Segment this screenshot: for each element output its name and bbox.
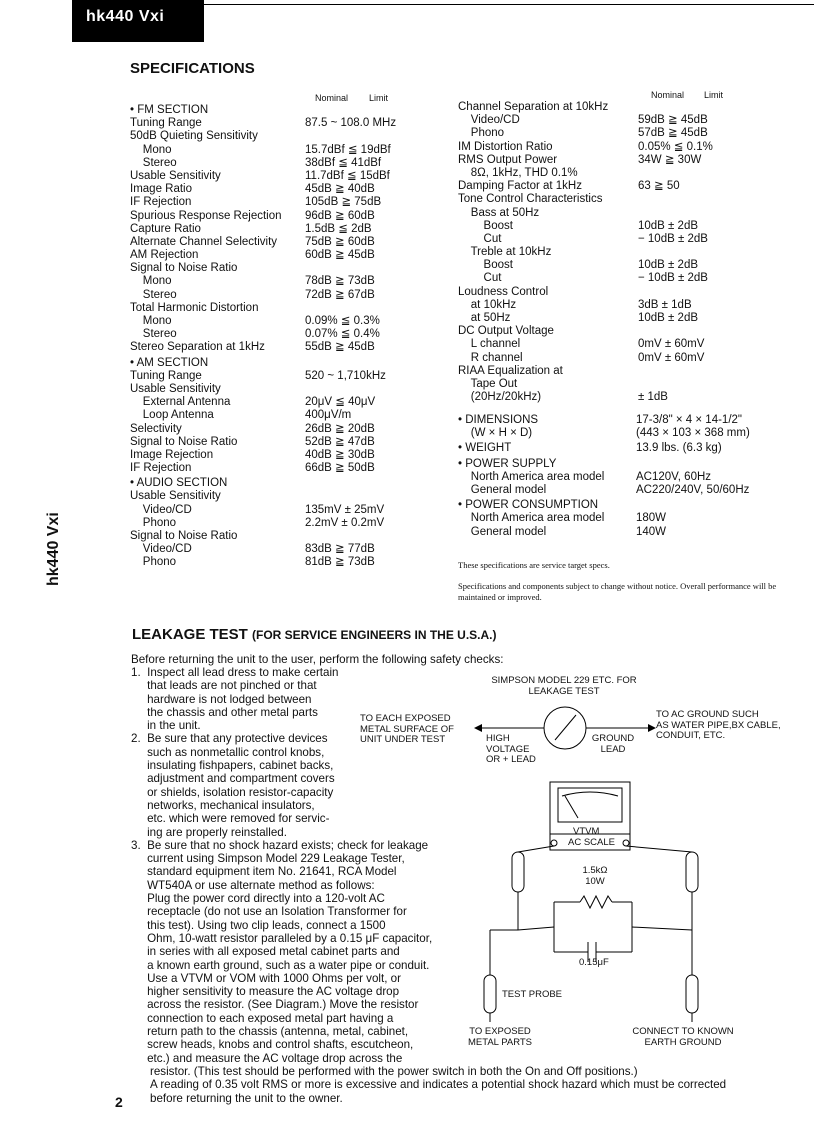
spec-row [458,365,798,378]
leakage-step-line: Plug the power cord directly into a 120-volt AC [131,892,385,906]
spec-label: DC Output Voltage [458,325,554,338]
spec-value: 55dB ≧ 45dB [305,341,375,354]
spec-row [130,543,430,556]
spec-row [130,530,430,543]
spec-row [458,299,798,312]
each-line-1: TO EACH EXPOSED [360,713,451,724]
top-rule [200,4,814,5]
spec-row [458,512,798,525]
spec-label: Stereo [130,288,177,301]
spec-label: Usable Sensitivity [130,490,221,503]
spec-label: Mono [130,275,172,288]
spec-label: Selectivity [130,422,182,435]
spec-value: 59dB ≧ 45dB [638,114,708,127]
leakage-step-line: adjustment and compartment covers [131,772,335,786]
spec-label: Spurious Response Rejection [130,209,282,222]
spec-row [130,423,430,436]
spec-value: AC120V, 60Hz [636,470,712,483]
spec-label: External Antenna [130,396,231,409]
spec-label: Boost [458,259,513,272]
spec-left-column [130,104,430,570]
leakage-step-line: hardware is not lodged between [131,692,312,706]
spec-value: 81dB ≧ 73dB [305,556,375,569]
leakage-step-line: or shields, isolation resistor-capacity [131,785,334,799]
spec-row [130,396,430,409]
spec-label: Signal to Noise Ratio [130,530,238,542]
spec-label: IF Rejection [130,196,192,209]
leakage-step-line: higher sensitivity to measure the AC voltage drop [131,985,400,999]
spec-value: 2.2mV ± 0.2mV [305,516,385,529]
spec-label: Image Ratio [130,183,193,196]
spec-right-column [458,101,798,404]
leakage-step-line: 2. Be sure that any protective devices [131,732,328,746]
col-nominal-right: Nominal [651,90,685,100]
leakage-step-line: 3. Be sure that no shock hazard exists; check for leakage [131,838,429,852]
gnd-line-1: GROUND [591,733,635,744]
spec-row [130,289,430,302]
leakage-step-line: across the resistor. (See Diagram.) Move the resistor [131,998,419,1012]
gnd-line-2: LEAD [600,743,626,755]
spec-label: L channel [458,338,521,351]
spec-row [458,220,798,233]
spec-row [130,449,430,462]
spec-value: 105dB ≧ 75dB [305,196,382,209]
spec-label: • POWER SUPPLY [458,457,557,470]
spec-row [458,378,798,391]
spec-row [130,196,430,209]
right-clip [686,852,698,892]
spec-value: 34W ≧ 30W [638,153,702,166]
vtvm-needle-icon [565,796,578,818]
spec-row [458,180,798,193]
spec-row [458,526,798,539]
spec-value: AC220/240V, 50/60Hz [636,483,750,496]
spec-value: 3dB ± 1dB [638,298,692,311]
acg-line-3: CONDUIT, ETC. [656,730,726,741]
spec-value: 26dB ≧ 20dB [305,422,375,435]
leakage-step-line: the chassis and other metal parts [131,705,318,719]
model-tab-label: hk440 Vxi [86,8,165,25]
spec-value: 0.07% ≦ 0.4% [305,328,380,341]
spec-label: at 10kHz [458,298,517,311]
test-probe-label: TEST PROBE [502,989,563,1000]
spec-label: Capture Ratio [130,222,201,235]
spec-label: Bass at 50Hz [458,206,540,219]
spec-label: • WEIGHT [458,442,512,455]
spec-label: Signal to Noise Ratio [130,435,238,448]
spec-value: 87.5 ~ 108.0 MHz [305,117,397,130]
diagram-known-ground-label [628,1027,738,1048]
spec-label: Video/CD [458,114,520,127]
spec-row [458,499,798,512]
spec-value: 72dB ≧ 67dB [305,288,375,301]
spec-row [458,114,798,127]
spec-row [130,383,430,396]
spec-row [458,325,798,338]
test-probe-icon [484,975,496,1013]
spec-label: at 50Hz [458,312,511,324]
spec-value: − 10dB ± 2dB [638,272,708,285]
spec-row [130,249,430,262]
leakage-step-line: etc.) and measure the AC voltage drop across the [131,1051,403,1065]
spec-row [458,101,798,114]
spec-row [458,233,798,246]
high-line-2: VOLTAGE [486,743,530,755]
diagram-exposed-parts-label [460,1027,540,1048]
spec-row [130,504,430,517]
spec-row [130,157,430,170]
spec-value: 60dB ≧ 45dB [305,249,375,262]
spec-row [130,117,430,130]
spec-value: 10dB ± 2dB [638,312,699,324]
leakage-tail-2: A reading of 0.35 volt RMS or more is excessive and indicates a potential shock hazard which must be corrected [150,1078,727,1091]
spec-label: North America area model [458,470,605,483]
spec-row [130,517,430,530]
spec-row [130,275,430,288]
spec-value: (443 × 103 × 368 mm) [636,427,750,440]
spec-label: AM Rejection [130,249,199,262]
leakage-step-line: Use a VTVM or VOM with 1000 Ohms per volt, or [131,971,401,985]
vtvm-label: VTVM [573,826,600,837]
spec-value: 0mV ± 60mV [638,338,705,351]
spec-label: Mono [130,315,172,327]
spec-row [458,442,798,455]
spec-row [130,436,430,449]
spec-right-column-2 [458,414,798,539]
res-line-1: 1.5kΩ [582,865,608,876]
spec-label: Channel Separation at 10kHz [458,101,609,113]
spec-label: Cut [458,272,502,285]
known-line-1: CONNECT TO KNOWN [632,1026,734,1037]
leakage-step-line: this test). Using two clip leads, connect a 1500 [131,918,386,932]
spec-row [458,484,798,497]
spec-row [130,262,430,275]
spec-label: Usable Sensitivity [130,382,221,395]
spec-label: • AUDIO SECTION [130,477,228,490]
diagram-high-lead-label [486,734,536,766]
spec-row [458,286,798,299]
spec-label: 8Ω, 1kHz, THD 0.1% [458,166,578,179]
each-line-2: METAL SURFACE OF [360,723,454,735]
spec-row [458,391,798,404]
spec-value: 63 ≧ 50 [638,180,680,193]
spec-value: 1.5dB ≦ 2dB [305,222,372,235]
capacitor-label: 0.15μF [579,957,609,968]
spec-value: 52dB ≧ 47dB [305,435,375,448]
spec-label: (W × H × D) [458,427,533,440]
leakage-step-line: connection to each exposed metal part having a [131,1011,394,1025]
page-number: 2 [115,1094,123,1110]
col-nominal-left: Nominal [315,93,349,103]
spec-label: Loudness Control [458,285,549,298]
leakage-tail-3: before returning the unit to the owner. [150,1092,343,1105]
spec-row [130,477,430,490]
spec-row [458,167,798,180]
spec-row [130,223,430,236]
spec-value: 45dB ≧ 40dB [305,183,375,196]
spec-row [458,471,798,484]
spec-row [130,104,430,117]
ac-scale-label: AC SCALE [568,837,615,848]
spec-label: R channel [458,351,523,364]
leakage-tail-1: resistor. (This test should be performed with the power switch in both the On and Off positions.) [150,1065,638,1078]
leakage-step-line: in series with all exposed metal cabinet parts and [131,945,400,959]
meter-needle-icon [555,715,576,740]
spec-label: Tape Out [458,377,518,390]
leakage-step-line: ing are properly reinstalled. [131,825,287,839]
spec-value: 0.05% ≦ 0.1% [638,140,713,153]
spec-label: Phono [458,127,505,140]
spec-value: 400μV/m [305,409,352,422]
spec-row [458,154,798,167]
spec-value: 15.7dBf ≦ 19dBf [305,143,391,156]
spec-value: 40dB ≧ 30dB [305,448,375,461]
leakage-step-line: receptacle (do not use an Isolation Transformer for [131,905,407,919]
spec-label: Treble at 10kHz [458,246,552,259]
col-limit-right: Limit [704,90,724,100]
simpson-line-2: LEAKAGE TEST [528,685,600,697]
spec-label: Video/CD [130,543,192,556]
spec-value: 75dB ≧ 60dB [305,235,375,248]
leakage-title [132,626,497,643]
spec-label: (20Hz/20kHz) [458,391,542,404]
spec-value: 96dB ≧ 60dB [305,209,375,222]
spec-label: Image Rejection [130,448,214,461]
vtvm-display [558,788,622,822]
spec-label: Stereo Separation at 1kHz [130,341,265,354]
high-line-1: HIGH [486,733,510,744]
spec-label: Tuning Range [130,369,202,382]
spec-label: • FM SECTION [130,104,209,116]
spec-row [130,357,430,370]
spec-label: IF Rejection [130,462,192,475]
right-arrow-icon [648,724,656,732]
leakage-step-line: Ohm, 10-watt resistor paralleled by a 0.15 μF capacitor, [131,931,433,945]
spec-row [458,352,798,365]
spec-value: 520 ~ 1,710kHz [305,369,386,382]
leakage-step-line: standard equipment item No. 21641, RCA Model [131,865,397,879]
spec-value: 20μV ≦ 40μV [305,396,376,409]
spec-row [458,127,798,140]
diagram-ground-lead-label [590,734,636,755]
spec-value: 83dB ≧ 77dB [305,543,375,556]
spec-label: Loop Antenna [130,409,214,422]
spec-row [458,414,798,427]
leakage-step-line: WT540A or use alternate method as follows: [131,878,375,892]
spec-row [130,370,430,383]
spec-row [130,144,430,157]
spec-row [130,236,430,249]
spec-value: 38dBf ≦ 41dBf [305,156,382,169]
spec-row [458,246,798,259]
spec-label: Usable Sensitivity [130,169,221,182]
spec-value: 0.09% ≦ 0.3% [305,315,380,327]
spec-row [130,556,430,569]
spec-row [130,341,430,354]
res-line-2: 10W [585,875,605,887]
spec-row [130,409,430,422]
left-clip [512,852,524,892]
spec-label: IM Distortion Ratio [458,140,553,153]
ground-probe-icon [686,975,698,1013]
spec-row [130,328,430,341]
spec-row [130,490,430,503]
spec-row [130,183,430,196]
col-limit-left: Limit [369,93,389,103]
leakage-title-main: LEAKAGE TEST [132,626,248,643]
spec-row [130,302,430,315]
leakage-step-line: insulating fishpapers, cabinet backs, [131,759,334,773]
specifications-title: SPECIFICATIONS [130,60,255,77]
spec-value: 140W [636,525,667,538]
spec-value: ± 1dB [638,391,668,404]
spec-value: 0mV ± 60mV [638,351,705,364]
spec-row [458,312,798,325]
diagram-simpson-label [484,676,644,697]
exp-line-1: TO EXPOSED [469,1026,531,1037]
leakage-subtitle: (FOR SERVICE ENGINEERS IN THE U.S.A.) [252,628,497,642]
spec-label: Stereo [130,328,177,341]
spec-value: 10dB ± 2dB [638,219,699,232]
leakage-step-line: such as nonmetallic control knobs, [131,745,325,759]
spec-label: Mono [130,143,172,156]
leakage-step-line: in the unit. [131,719,201,733]
side-model-label: hk440 Vxi [45,512,62,586]
spec-row [130,210,430,223]
spec-label: Cut [458,232,502,245]
spec-label: General model [458,483,547,496]
leakage-step-line: screw heads, knobs and control shafts, escutcheon, [131,1038,414,1052]
acg-line-2: AS WATER PIPE,BX CABLE, [656,719,781,731]
diagram-ac-ground-label [656,710,781,742]
spec-value: 135mV ± 25mV [305,503,385,516]
spec-label: Damping Factor at 1kHz [458,180,582,193]
spec-value: 57dB ≧ 45dB [638,127,708,140]
spec-value: 10dB ± 2dB [638,259,699,272]
spec-row [130,315,430,328]
spec-label: Video/CD [130,503,192,516]
spec-row [458,193,798,206]
leakage-step-line: etc. which were removed for servic- [131,812,330,826]
spec-label: Alternate Channel Selectivity [130,235,278,248]
high-line-3: OR + LEAD [486,754,536,765]
left-arrow-icon [474,724,482,732]
resistor-label [580,866,610,887]
spec-value: 13.9 lbs. (6.3 kg) [636,442,722,455]
spec-label: Tuning Range [130,117,202,130]
spec-label: RMS Output Power [458,153,558,166]
spec-row [458,272,798,285]
spec-label: Tone Control Characteristics [458,193,603,206]
simpson-line-1: SIMPSON MODEL 229 ETC. FOR [491,675,637,686]
spec-value: 66dB ≧ 50dB [305,462,375,475]
spec-row [458,458,798,471]
spec-label: Stereo [130,156,177,169]
leakage-step-line: current using Simpson Model 229 Leakage Tester, [131,852,405,866]
spec-row [130,170,430,183]
spec-row [130,462,430,475]
vtvm-left-terminal [551,840,557,846]
spec-row [458,141,798,154]
spec-label: General model [458,525,547,538]
exp-line-2: METAL PARTS [467,1036,533,1048]
spec-label: Boost [458,219,513,232]
spec-value: 180W [636,512,667,525]
spec-value: 78dB ≧ 73dB [305,275,375,288]
spec-value: 17-3/8" × 4 × 14-1/2" [636,414,742,426]
spec-label: RIAA Equalization at [458,364,563,377]
spec-label: Total Harmonic Distortion [130,301,259,314]
leakage-intro: Before returning the unit to the user, perform the following safety checks: [131,653,504,666]
diagram-exposed-label [360,714,454,746]
spec-row [458,259,798,272]
spec-note-2: Specifications and components subject to change without notice. Overall performance will be maintained or improved. [458,581,777,602]
leakage-step-line: return path to the chassis (antenna, metal, cabinet, [131,1025,409,1039]
spec-row [458,207,798,220]
spec-label: North America area model [458,512,605,525]
vtvm-right-terminal [623,840,629,846]
resistor-icon [580,896,612,908]
spec-label: • POWER CONSUMPTION [458,499,599,512]
spec-note-1: These specifications are service target specs. [458,560,610,570]
spec-row [130,130,430,143]
each-line-3: UNIT UNDER TEST [360,734,446,745]
spec-value: − 10dB ± 2dB [638,232,708,245]
spec-label: • DIMENSIONS [458,414,539,426]
leakage-step-line: 1. Inspect all lead dress to make certain [131,666,339,679]
known-line-2: EARTH GROUND [644,1036,722,1048]
leakage-step-line: a known earth ground, such as a water pipe or conduit. [131,958,430,972]
spec-label: Phono [130,556,177,569]
leakage-step-line: networks, mechanical insulators, [131,798,315,812]
acg-line-1: TO AC GROUND SUCH [656,709,759,720]
spec-value: 11.7dBf ≦ 15dBf [305,169,390,182]
spec-label: Signal to Noise Ratio [130,262,238,275]
spec-label: • AM SECTION [130,356,209,369]
spec-row [458,338,798,351]
spec-row [458,427,798,440]
spec-label: 50dB Quieting Sensitivity [130,130,258,143]
leakage-step-line: that leads are not pinched or that [131,679,317,693]
spec-label: Phono [130,516,177,529]
